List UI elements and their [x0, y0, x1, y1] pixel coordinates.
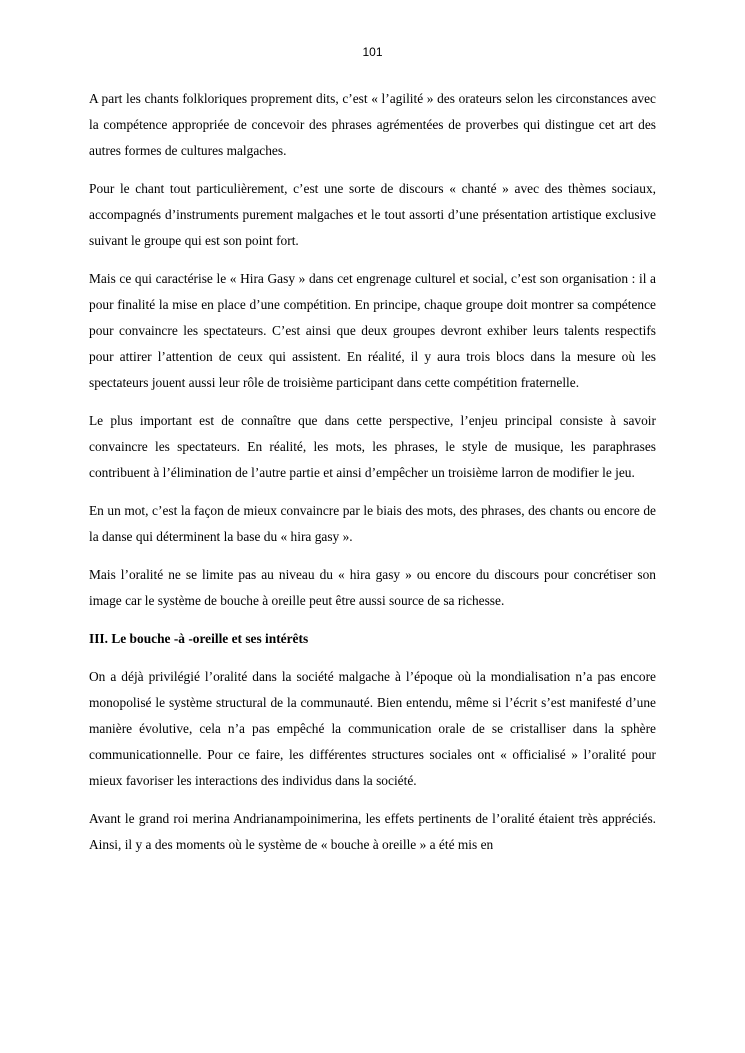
paragraph: Mais l’oralité ne se limite pas au niveau du « hira gasy » ou encore du discours pour concrétiser son image car le système de bouche à oreille peut être aussi source de sa richesse. [89, 567, 656, 608]
paragraph: En un mot, c’est la façon de mieux convaincre par le biais des mots, des phrases, des chants ou encore de la danse qui déterminent la base du « hira gasy ». [89, 503, 656, 544]
paragraph: On a déjà privilégié l’oralité dans la société malgache à l’époque où la mondialisation n’a pas encore monopolisé le système structural de la communauté. Bien entendu, même si l’écrit s’est manifesté d’une manière évolutive, cela n’a pas empêché la communication orale de se cristalliser dans la sphère communicationnelle. Pour ce faire, les différentes structures sociales ont « officialisé » l’oralité pour mieux favoriser les interactions des individus dans la société. [89, 669, 656, 788]
document-body [89, 86, 656, 870]
paragraph: Avant le grand roi merina Andrianampoinimerina, les effets pertinents de l’oralité étaient très appréciés. Ainsi, il y a des moments où le système de « bouche à oreille » a été mis en [89, 811, 656, 852]
section-heading: III. Le bouche -à -oreille et ses intérêts [89, 631, 309, 646]
paragraph: A part les chants folkloriques proprement dits, c’est « l’agilité » des orateurs selon les circonstances avec la compétence appropriée de concevoir des phrases agrémentées de proverbes qui distingue cet art des autres formes de cultures malgaches. [89, 91, 656, 158]
page-number: 101 [362, 45, 383, 59]
paragraph: Mais ce qui caractérise le « Hira Gasy » dans cet engrenage culturel et social, c’est son organisation : il a pour finalité la mise en place d’une compétition. En principe, chaque groupe doit montrer sa compétence pour convaincre les spectateurs. C’est ainsi que deux groupes devront exhiber leurs talents respectifs pour attirer l’attention de ceux qui assistent. En réalité, il y aura trois blocs dans la mesure où les spectateurs jouent aussi leur rôle de troisième participant dans cette compétition fraternelle. [89, 271, 656, 390]
paragraph: Pour le chant tout particulièrement, c’est une sorte de discours « chanté » avec des thèmes sociaux, accompagnés d’instruments purement malgaches et le tout assorti d’une présentation artistique exclusive suivant le groupe qui est son point fort. [89, 181, 656, 248]
paragraph: Le plus important est de connaître que dans cette perspective, l’enjeu principal consiste à savoir convaincre les spectateurs. En réalité, les mots, les phrases, le style de musique, les paraphrases contribuent à l’élimination de l’autre partie et ainsi d’empêcher un troisième larron de modifier le jeu. [89, 413, 656, 480]
